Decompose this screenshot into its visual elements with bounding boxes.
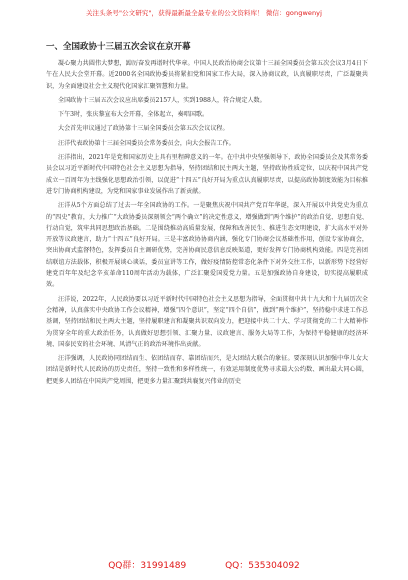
paragraph-3: 下午3时，张庆黎宣布大会开幕，全体起立，奏唱国歌。 xyxy=(58,111,209,119)
paragraph-5: 汪洋代表政协第十三届全国委员会常务委员会，向大会报告工作。 xyxy=(58,139,235,147)
top-banner xyxy=(0,0,408,22)
paragraph-8: 汪洋说，2022年，人民政协要以习近平新时代中国特色社会主义思想为指导，全面贯彻中共十九大和十九届历次全会精神，认真落实中央政协工作会议精神，增强“四个意识”，坚定“四个自信”，做到“两个维护”，坚持稳中求进工作总基调，坚持团结和民主两大主题，坚持履职建言和凝聚共识双向发力，把迎接中共二十大、学习贯彻党的二十大精神作为贯穿全年的重大政治任务，认真做好思想引领、汇聚力量、议政建言、服务大局等工作，为保持平稳健康的经济环境、国泰民安的社会环境、风清气正的政治环境作出贡献。 xyxy=(46,295,368,348)
paragraph-7: 汪洋从5个方面总结了过去一年全国政协的工作。一是聚焦庆祝中国共产党百年华诞，深入开展以中共党史为重点的“四史”教育，大力推广“大政协委员深刻领会“两个确立”的决定性意义，增强做到“两个维护”的政治自觉、思想自觉、行动自觉，筑牢共同思想政治基础。二是围绕推动高质量发展，保障和改善民生、推进生态文明建设，扩大高水平对外开放等议政建言，助力“十四五”良好开局。三是丰富政协协商内涵，强化专门协商会议基础性作用，创设专家协商会，突出协商式监督特色，发挥委员自主调研优势，完善协商民意信息反映渠道，更好发挥专门协商机构效能。四是完善团结联谊方法载体，积极开展谈心谈话，委员宣讲等工作，做好疫情防控常态化条件下对外交往工作，以新形势下经营好建党百年年及纪念辛亥革命110周年活动为载体，广泛汇聚爱国爱党力量。五是加强政协自身建设，切实提高履职成效。 xyxy=(46,202,368,289)
top-banner-text: 关注头条号"公文研究"，获得最新最全最专业的公文资料库！ 微信：gongwenyj xyxy=(85,9,323,17)
paragraph-4: 大会首先审议通过了政协第十三届全国委员会第五次会议议程。 xyxy=(58,125,229,133)
paragraph-9: 汪洋强调，人民政协同团结而生、依团结而存、靠团结而兴，是大团结大联合的象征。要深刻认识加强中华儿女大团结是新时代人民政协的历史责任，坚持一致性和多样性统一，有效运用制度优势寻求最大公约数、画出最大同心圆，把更多人团结在中国共产党周围，把更多力量汇聚到共襄复兴伟业的历史 xyxy=(46,355,368,385)
paragraph-6: 汪洋指出，2021年是党和国家历史上具有里程碑意义的一年。在中共中央坚强领导下，政协全国委员会及其常务委员会以习近平新时代中国特色社会主义思想为指导，坚持团结和民主两大主题，坚持政协性质定位，以庆祝中国共产党成立一百周年为主线强化思想政治引领，以促进“十四五”良好开局为重点认真履职尽责，以提高政协制度效能为目标推进专门协商机构建设，为党和国家事业发展作出了新贡献。 xyxy=(46,154,368,195)
footer-contact xyxy=(0,558,408,571)
footer-qq-group: QQ群：31991489 xyxy=(108,561,187,571)
section-heading: 一、全国政协十三届五次会议在京开幕 xyxy=(46,42,191,52)
paragraph-1: 凝心聚力共圆伟大梦想，踔厉奋发再谱时代华章。中国人民政治协商会议第十三届全国委员会第五次会议3月4日下午在人民大会堂开幕。近2000名全国政协委员将紧扣党和国家工作大局，深入协商议政，认真履职尽责，广泛凝聚共识，为全面建设社会主义现代化国家汇聚智慧和力量。 xyxy=(46,60,368,90)
document-body xyxy=(46,40,368,390)
footer-qq: QQ：535304092 xyxy=(225,561,300,571)
paragraph-2: 全国政协十三届五次会议应出席委员2157人，实到1988人，符合规定人数。 xyxy=(58,96,266,104)
